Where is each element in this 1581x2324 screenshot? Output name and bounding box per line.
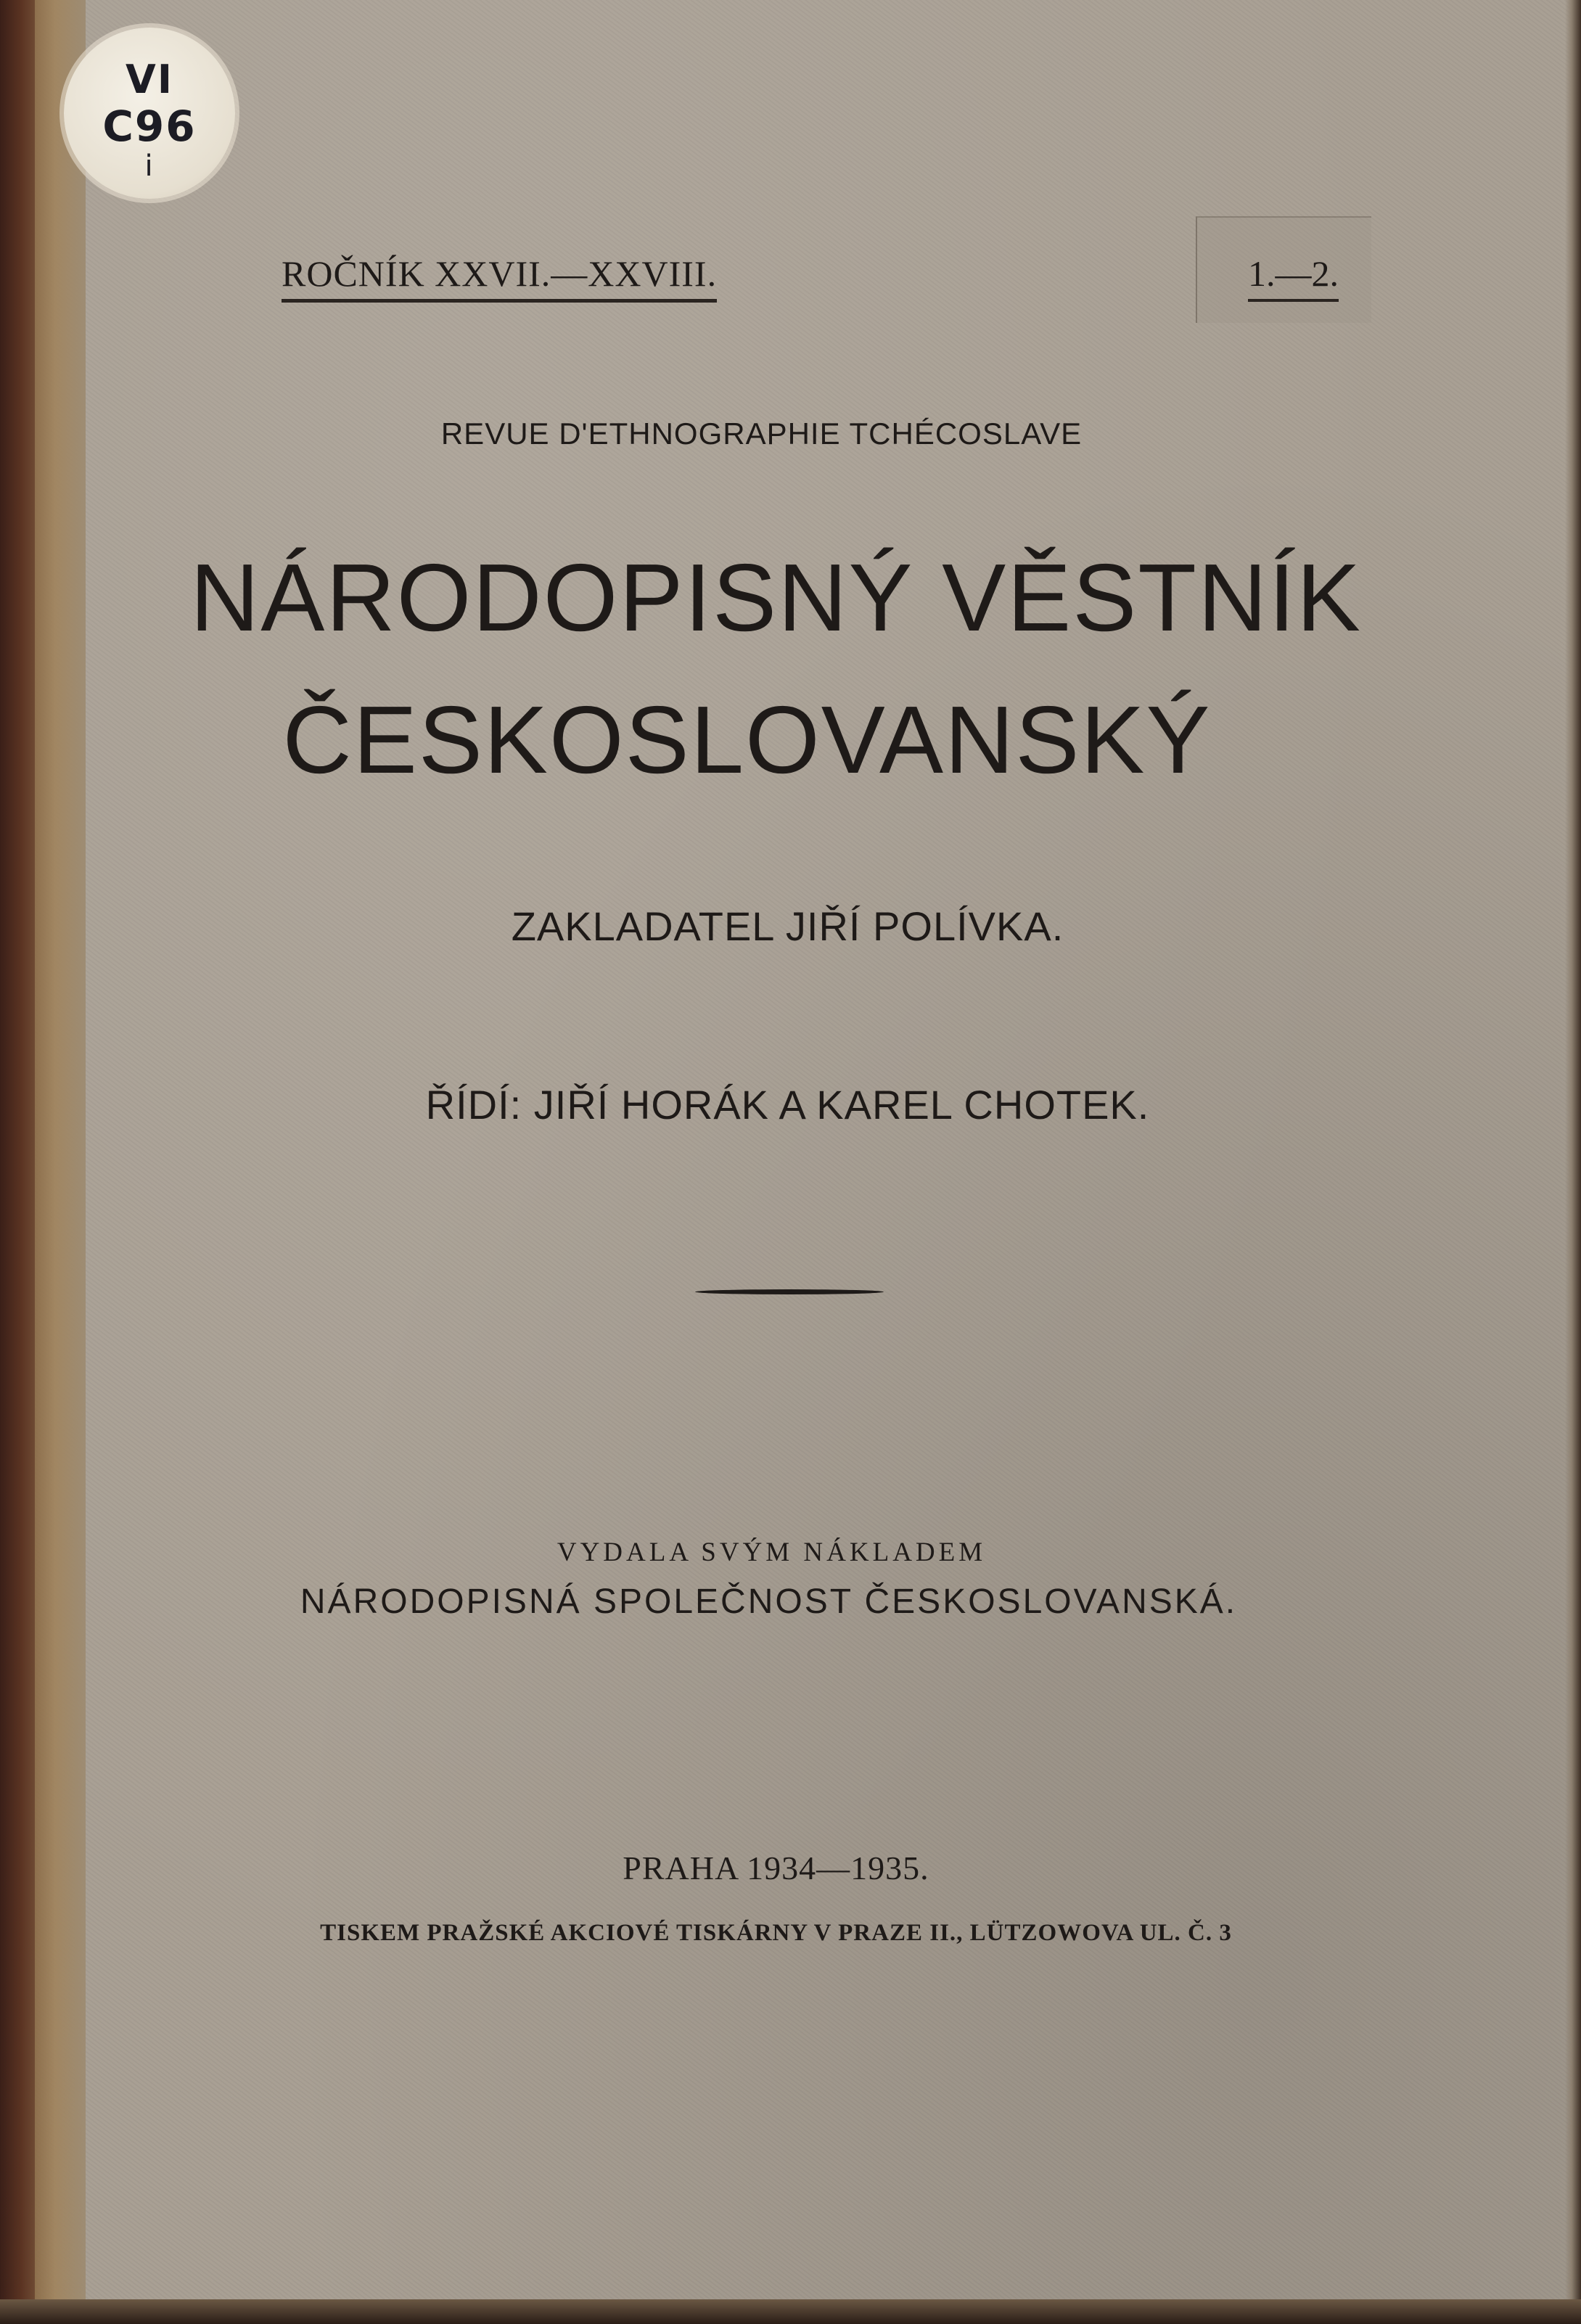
divider-rule xyxy=(695,1289,884,1294)
founder-credit: ZAKLADATEL JIŘÍ POLÍVKA. xyxy=(511,903,1064,949)
issue-number: 1.—2. xyxy=(1248,252,1339,302)
shelfmark-line-3: i xyxy=(144,149,155,183)
journal-title-line-1: NÁRODOPISNÝ VĚSTNÍK xyxy=(190,544,1362,651)
publisher-name: NÁRODOPISNÁ SPOLEČNOST ČESKOSLOVANSKÁ. xyxy=(300,1582,1238,1621)
printer-imprint: TISKEM PRAŽSKÉ AKCIOVÉ TISKÁRNY V PRAZE II., LÜTZOWOVA UL. Č. 3 xyxy=(320,1920,1232,1946)
spine-binding xyxy=(0,0,35,2324)
journal-title-line-2: ČESKOSLOVANSKÝ xyxy=(282,686,1212,793)
place-and-date: PRAHA 1934—1935. xyxy=(623,1849,929,1886)
shelfmark-line-2: C96 xyxy=(102,102,197,151)
publisher-intro: VYDALA SVÝM NÁKLADEM xyxy=(557,1537,987,1567)
editors-credit: ŘÍDÍ: JIŘÍ HORÁK A KAREL CHOTEK. xyxy=(425,1082,1150,1128)
volume-number: ROČNÍK XXVII.—XXVIII. xyxy=(282,252,717,303)
shelfmark-sticker xyxy=(64,28,235,199)
page-edge xyxy=(1565,0,1581,2324)
journal-subtitle: REVUE D'ETHNOGRAPHIE TCHÉCOSLAVE xyxy=(440,416,1083,451)
bottom-edge xyxy=(0,2299,1581,2324)
spine-tape xyxy=(35,0,86,2324)
shelfmark-line-1: VI xyxy=(126,57,173,102)
